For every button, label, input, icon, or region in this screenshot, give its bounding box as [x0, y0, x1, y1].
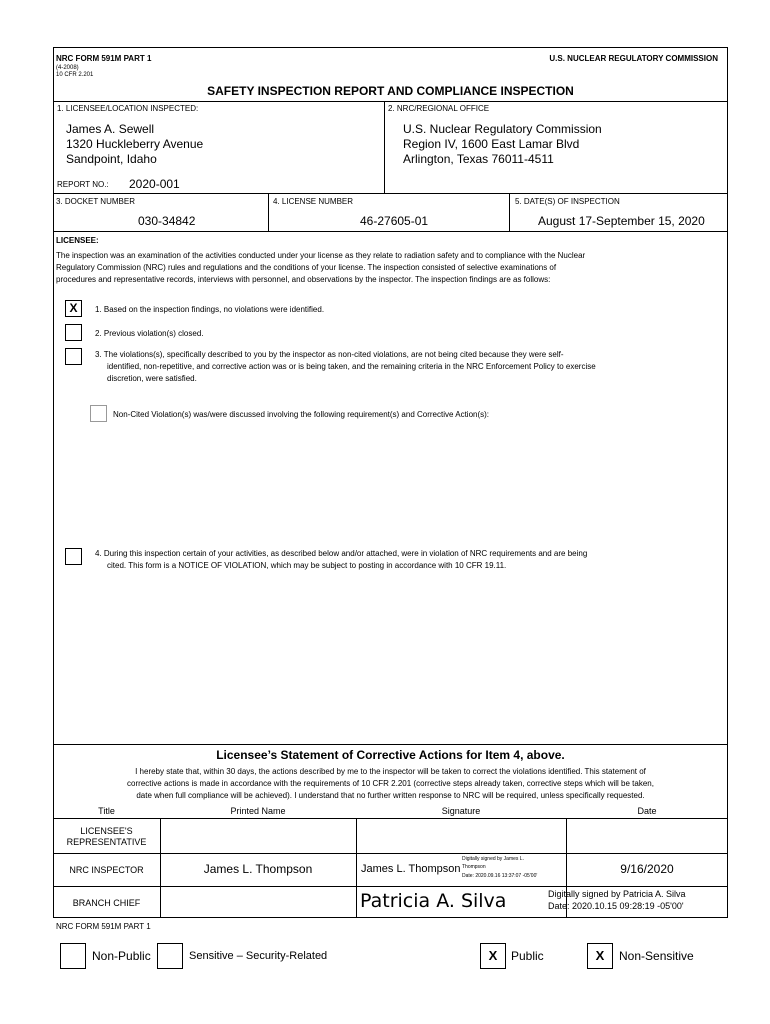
- row2-digital-line-1: Digitally signed by James L.: [462, 856, 524, 862]
- docket-label: 3. DOCKET NUMBER: [56, 197, 135, 206]
- item3-checkbox[interactable]: [65, 348, 82, 365]
- agency-name: U.S. NUCLEAR REGULATORY COMMISSION: [549, 54, 718, 63]
- regional-office-line-2: Region IV, 1600 East Lamar Blvd: [403, 137, 580, 151]
- footer-form-name: NRC FORM 591M PART 1: [56, 922, 151, 931]
- dates-value: August 17-September 15, 2020: [538, 214, 705, 228]
- intro-line-2: Regulatory Commission (NRC) rules and regulations and the conditions of your license. The inspection consisted of selective examinations of: [56, 263, 557, 272]
- row2-printed-name: James L. Thompson: [203, 862, 313, 876]
- row2-signature: James L. Thompson: [361, 863, 461, 875]
- row1-printed-name-field[interactable]: [162, 820, 354, 851]
- item3-line-1: 3. The violations(s), specifically described to you by the inspector as non-cited violations, are not being cited because they were self-: [95, 350, 564, 359]
- row3-signature: Patricia A. Silva: [360, 890, 507, 912]
- row2-title: NRC INSPECTOR: [69, 865, 144, 875]
- sensitive-checkbox[interactable]: [157, 943, 183, 969]
- col-header-printed-name: Printed Name: [230, 806, 286, 816]
- row1-signature-field[interactable]: [358, 820, 564, 851]
- row2-date: 9/16/2020: [620, 862, 674, 876]
- row3-digital-line-2: Date: 2020.10.15 09:28:19 -05'00': [548, 901, 684, 911]
- docket-value: 030-34842: [138, 214, 196, 228]
- form-date: (4-2008): [56, 65, 79, 71]
- non-sensitive-label: Non-Sensitive: [619, 949, 694, 963]
- row2-digital-line-2: Thompson: [462, 864, 486, 870]
- col-header-date: Date: [637, 806, 657, 816]
- licensee-address-2: Sandpoint, Idaho: [66, 152, 157, 166]
- non-sensitive-checkbox[interactable]: X: [587, 943, 613, 969]
- non-public-checkbox[interactable]: [60, 943, 86, 969]
- intro-line-1: The inspection was an examination of the activities conducted under your license as they relate to radiation safety and to compliance with the Nuclear: [56, 251, 586, 260]
- non-public-label: Non-Public: [92, 949, 151, 963]
- row1-title-line-2: REPRESENTATIVE: [66, 837, 147, 847]
- statement-heading: Licensee’s Statement of Corrective Actions for Item 4, above.: [216, 748, 565, 762]
- report-no-label: REPORT NO.:: [57, 180, 109, 189]
- license-label: 4. LICENSE NUMBER: [273, 197, 354, 206]
- row1-date-field[interactable]: [568, 820, 726, 851]
- licensee-heading: LICENSEE:: [56, 236, 99, 245]
- licensee-name: James A. Sewell: [66, 122, 155, 136]
- public-label: Public: [511, 949, 544, 963]
- statement-line-2: corrective actions is made in accordance with the requirements of 10 CFR 2.201 (corrective steps already taken, corrective steps which will be taken,: [127, 779, 654, 788]
- form-title: SAFETY INSPECTION REPORT AND COMPLIANCE INSPECTION: [207, 84, 574, 98]
- licensee-address-1: 1320 Huckleberry Avenue: [66, 137, 204, 151]
- regional-office-label: 2. NRC/REGIONAL OFFICE: [388, 104, 490, 113]
- row3-title: BRANCH CHIEF: [72, 898, 141, 908]
- dates-label: 5. DATE(S) OF INSPECTION: [515, 197, 620, 206]
- item4-line-2: cited. This form is a NOTICE OF VIOLATION, which may be subject to posting in accordance with 10 CFR 19.11.: [107, 561, 507, 570]
- item2-text: 2. Previous violation(s) closed.: [95, 329, 204, 338]
- public-checkbox[interactable]: X: [480, 943, 506, 969]
- row3-digital-line-1: Digitally signed by Patricia A. Silva: [548, 889, 686, 899]
- item3-line-2: identified, non-repetitive, and corrective action was or is being taken, and the remaining criteria in the NRC Enforcement Policy to exercise: [107, 362, 596, 371]
- col-header-title: Title: [98, 806, 115, 816]
- item1-text: 1. Based on the inspection findings, no violations were identified.: [95, 305, 325, 314]
- item4-line-1: 4. During this inspection certain of your activities, as described below and/or attached, were in violation of NRC requirements and are being: [95, 549, 588, 558]
- cfr-ref: 10 CFR 2.201: [56, 72, 94, 78]
- statement-line-1: I hereby state that, within 30 days, the actions described by me to the inspector will be taken to correct the violations identified. This statement of: [135, 767, 646, 776]
- licensee-location-label: 1. LICENSEE/LOCATION INSPECTED:: [57, 104, 199, 113]
- report-no-value: 2020-001: [129, 177, 180, 191]
- intro-line-3: procedures and representative records, interviews with personnel, and observations by the inspector. The inspection findings are as follows:: [56, 275, 551, 284]
- item1-checkbox[interactable]: X: [65, 300, 82, 317]
- row1-title-line-1: LICENSEE'S: [80, 826, 133, 836]
- regional-office-line-3: Arlington, Texas 76011-4511: [403, 152, 554, 166]
- item2-checkbox[interactable]: [65, 324, 82, 341]
- sensitive-label: Sensitive – Security-Related: [189, 950, 328, 962]
- col-header-signature: Signature: [441, 806, 481, 816]
- form-name: NRC FORM 591M PART 1: [56, 54, 152, 63]
- item3-line-3: discretion, were satisfied.: [107, 374, 197, 383]
- item4-checkbox[interactable]: [65, 548, 82, 565]
- row3-printed-name-field[interactable]: [162, 888, 354, 916]
- regional-office-line-1: U.S. Nuclear Regulatory Commission: [403, 122, 602, 136]
- statement-line-3: date when full compliance will be achieved). I understand that no further written response to NRC will be required, unless specifically requested.: [136, 791, 645, 800]
- license-value: 46-27605-01: [360, 214, 429, 228]
- row2-digital-line-3: Date: 2020.09.16 13:37:07 -05'00': [462, 873, 538, 879]
- noncited-text: Non-Cited Violation(s) was/were discussed involving the following requirement(s) and Corrective Action(s):: [113, 410, 490, 419]
- noncited-checkbox[interactable]: [90, 405, 107, 422]
